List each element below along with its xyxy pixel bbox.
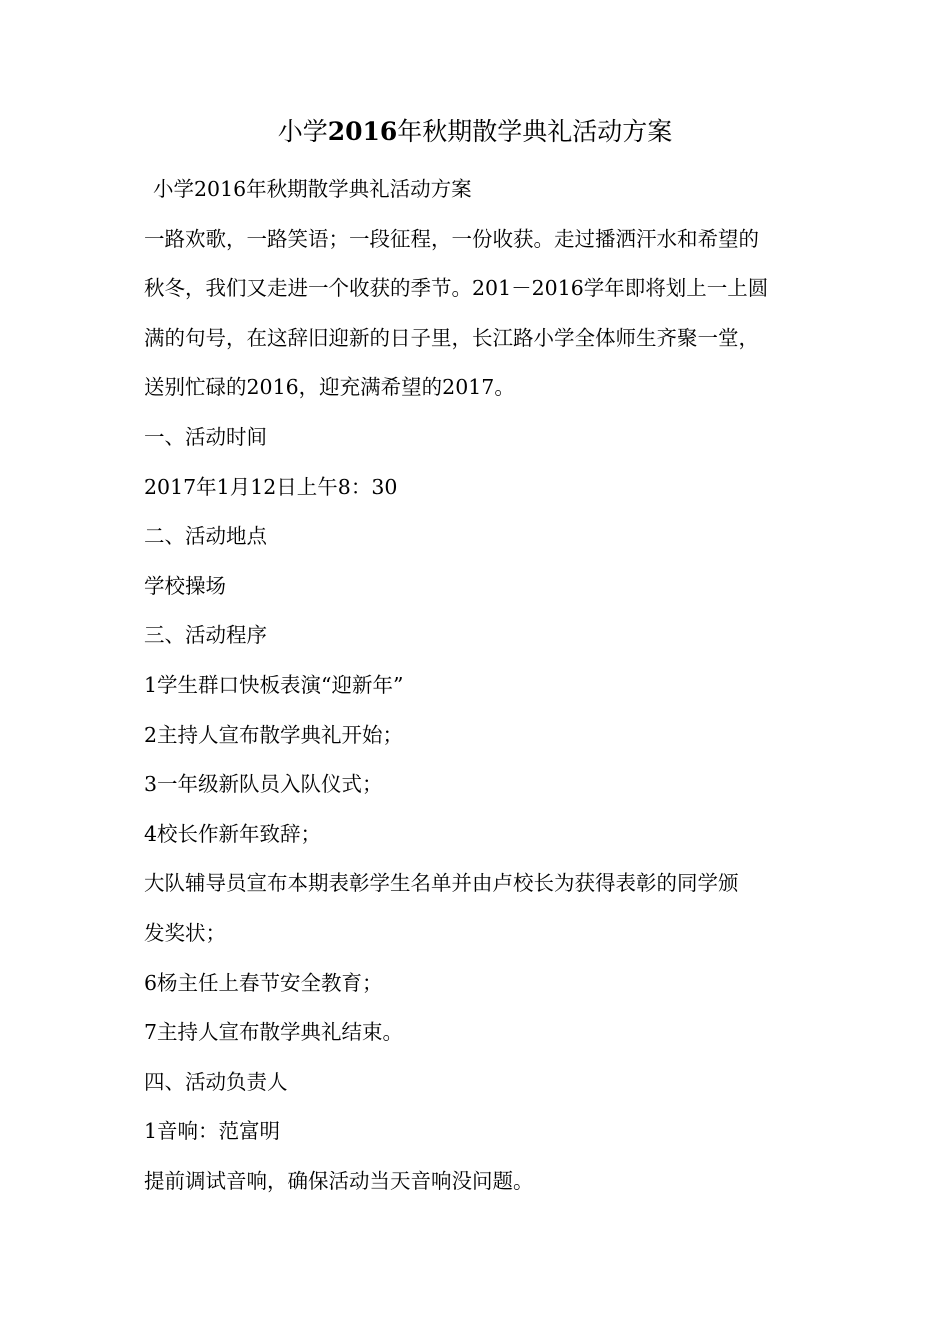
intro-paragraph-line-4: 送别忙碌的2016，迎充满希望的2017。 — [144, 375, 515, 400]
subtitle-line: 小学2016年秋期散学典礼活动方案 — [153, 177, 472, 201]
program-item-1: 1学生群口快板表演“迎新年” — [144, 672, 404, 697]
document-body — [144, 165, 814, 1206]
section-heading-time: 一、活动时间 — [144, 424, 267, 449]
document-title — [0, 112, 950, 152]
event-time: 2017年1月12日上午8：30 — [144, 474, 398, 499]
program-item-2: 2主持人宣布散学典礼开始； — [144, 722, 404, 747]
responsible-item-1: 1音响：范富明 — [144, 1119, 281, 1144]
section-heading-responsible: 四、活动负责人 — [144, 1069, 288, 1094]
program-item-7: 7主持人宣布散学典礼结束。 — [144, 1020, 404, 1045]
event-location: 学校操场 — [144, 573, 226, 598]
intro-paragraph-line-2: 秋冬，我们又走进一个收获的季节。201－2016学年即将划上一上圆 — [144, 276, 769, 301]
intro-paragraph-line-1: 一路欢歌，一路笑语；一段征程，一份收获。走过播洒汗水和希望的 — [144, 226, 759, 251]
program-item-5-line-1: 大队辅导员宣布本期表彰学生名单并由卢校长为获得表彰的同学颁 — [144, 871, 739, 896]
program-item-5-line-2: 发奖状； — [144, 920, 226, 945]
section-heading-program: 三、活动程序 — [144, 623, 267, 648]
intro-paragraph-line-3: 满的句号，在这辞旧迎新的日子里，长江路小学全体师生齐聚一堂， — [144, 325, 759, 350]
program-item-4: 4校长作新年致辞； — [144, 821, 322, 846]
title-suffix: 年秋期散学典礼活动方案 — [397, 117, 673, 146]
program-item-6: 6杨主任上春节安全教育； — [144, 970, 383, 995]
title-prefix: 小学 — [277, 117, 328, 146]
responsible-item-1-detail: 提前调试音响，确保活动当天音响没问题。 — [144, 1168, 534, 1193]
section-heading-location: 二、活动地点 — [144, 524, 267, 549]
program-item-3: 3一年级新队员入队仪式； — [144, 772, 383, 797]
title-year: 2016 — [327, 117, 398, 146]
